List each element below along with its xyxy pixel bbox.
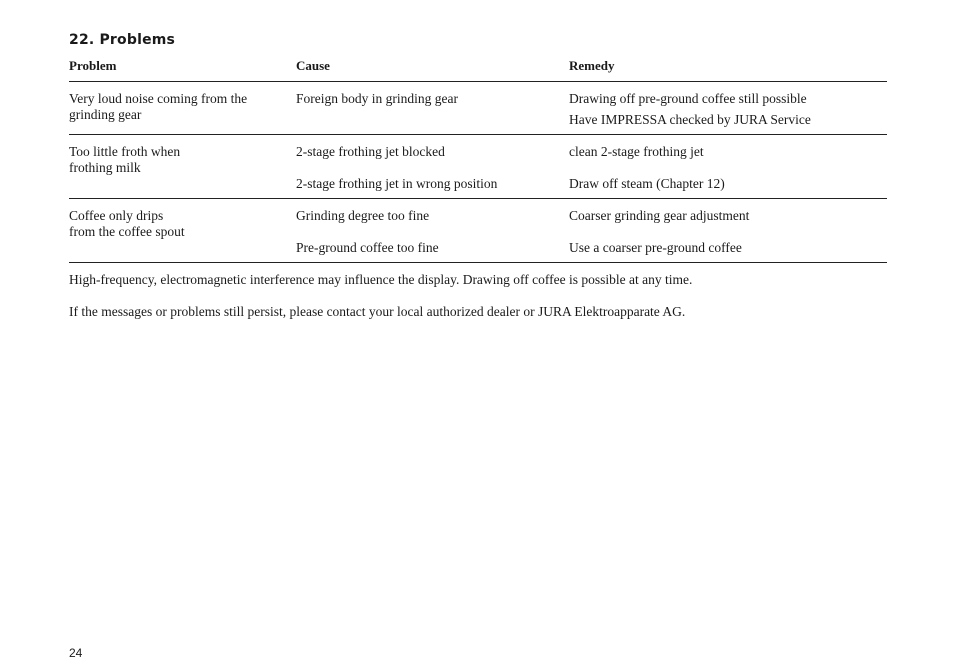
remedy-cell: clean 2-stage frothing jet: [569, 144, 704, 159]
cause-cell: 2-stage frothing jet blocked: [296, 144, 445, 159]
problem-cell: [69, 208, 185, 240]
header-problem: Problem: [69, 58, 117, 73]
interference-note: High-frequency, electromagnetic interference may influence the display. Drawing off coffee is possible at any time.: [69, 272, 693, 287]
table-header-row: [69, 58, 887, 82]
problem-text-line: Coffee only drips: [69, 208, 164, 223]
page-number: 24: [69, 646, 83, 660]
cause-cell: Grinding degree too fine: [296, 208, 430, 223]
problem-text-line: Very loud noise coming from the: [69, 91, 248, 106]
remedy-cell: Have IMPRESSA checked by JURA Service: [569, 112, 811, 127]
contact-note: If the messages or problems still persist, please contact your local authorized dealer or JURA Elektroapparate AG.: [69, 304, 686, 319]
table-row-group: [69, 199, 887, 263]
remedy-cell: Use a coarser pre-ground coffee: [569, 240, 742, 255]
remedy-cell: Coarser grinding gear adjustment: [569, 208, 750, 223]
problem-text-line: from the coffee spout: [69, 224, 185, 239]
problem-cell: [69, 91, 247, 123]
table-row-group: [69, 135, 887, 199]
problem-text-line: Too little froth when: [69, 144, 181, 159]
cause-cell: 2-stage frothing jet in wrong position: [296, 176, 498, 191]
header-cause: Cause: [296, 58, 330, 73]
table-row-group: [69, 82, 887, 135]
section-title: 22. Problems: [69, 32, 176, 48]
cause-cell: Foreign body in grinding gear: [296, 91, 458, 106]
problem-cell: [69, 144, 180, 176]
header-remedy: Remedy: [569, 58, 615, 73]
problem-text-line: frothing milk: [69, 160, 141, 175]
problem-text-line: grinding gear: [69, 107, 142, 122]
cause-cell: Pre-ground coffee too fine: [296, 240, 439, 255]
remedy-cell: Drawing off pre-ground coffee still possible: [569, 91, 807, 106]
remedy-cell: Draw off steam (Chapter 12): [569, 176, 725, 191]
